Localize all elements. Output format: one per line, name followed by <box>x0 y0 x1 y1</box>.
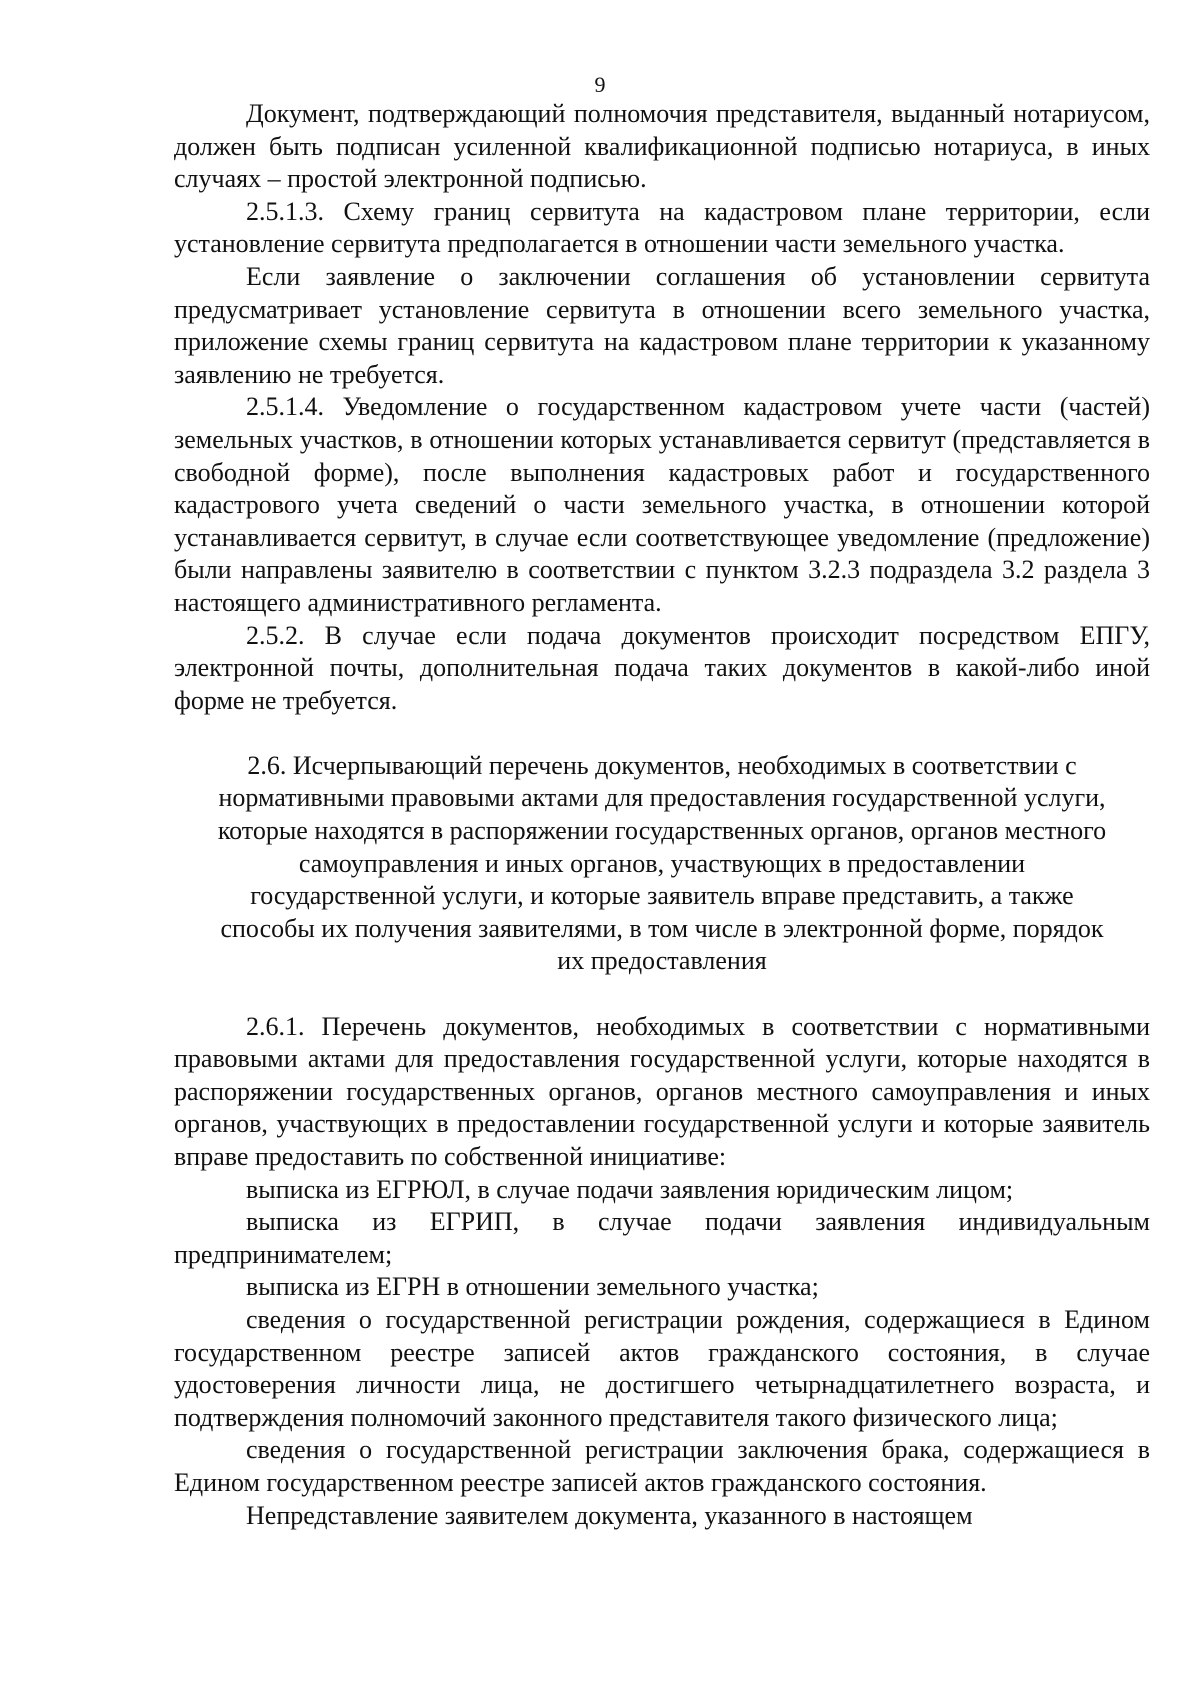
section-heading-2-6: 2.6. Исчерпывающий перечень документов, необходимых в соответствии с нормативными правовыми актами для предоставления государственной услуги, которые находятся в распоряжении государственных органов, органов местного самоуправления и иных органов, участвующих в предоставлении государственной услуги, и которые заявитель вправе представить, а также способы их получения заявителями, в том числе в электронной форме, порядок их предоставления <box>217 750 1107 976</box>
list-item-egrip: выписка из ЕГРИП, в случае подачи заявления индивидуальным предпринимателем; <box>174 1207 1150 1269</box>
paragraph-2-5-2: 2.5.2. В случае если подача документов происходит посредством ЕПГУ, электронной почты, дополнительная подача таких документов в какой-либо иной форме не требуется. <box>174 620 1150 715</box>
document-body <box>174 98 1150 1532</box>
list-item-birth-registration: сведения о государственной регистрации рождения, содержащиеся в Едином государственном реестре записей актов гражданского состояния, в случае удостоверения личности лица, не достигшего четырнадцатилетнего возраста, и подтверждения полномочий законного представителя такого физического лица; <box>174 1304 1150 1432</box>
spacer <box>174 717 1150 750</box>
paragraph-2-5-1-3: 2.5.1.3. Схему границ сервитута на кадастровом плане территории, если установление сервитута предполагается в отношении части земельного участка. <box>174 196 1150 259</box>
paragraph-representative-authority: Документ, подтверждающий полномочия представителя, выданный нотариусом, должен быть подписан усиленной квалификационной подписью нотариуса, в иных случаях – простой электронной подписью. <box>174 99 1150 194</box>
paragraph-2-5-1-4: 2.5.1.4. Уведомление о государственном кадастровом учете части (частей) земельных участков, в отношении которых устанавливается сервитут (представляется в свободной форме), после выполнения кадастровых работ и государственного кадастрового учета сведений о части земельного участка, в отношении которой устанавливается сервитут, в случае если соответствующее уведомление (предложение) были направлены заявителю в соответствии с пунктом 3.2.3 подраздела 3.2 раздела 3 настоящего административного регламента. <box>174 392 1150 617</box>
paragraph-non-submission: Непредставление заявителем документа, указанного в настоящем <box>246 1500 973 1530</box>
paragraph-2-6-1: 2.6.1. Перечень документов, необходимых в соответствии с нормативными правовыми актами для предоставления государственной услуги, которые находятся в распоряжении государственных органов, органов местного самоуправления и иных органов, участвующих в предоставлении государственной услуги и которые заявитель вправе предоставить по собственной инициативе: <box>174 1011 1150 1171</box>
paragraph-servitude-whole-plot: Если заявление о заключении соглашения об установлении сервитута предусматривает установление сервитута в отношении всего земельного участка, приложение схемы границ сервитута на кадастровом плане территории к указанному заявлению не требуется. <box>174 261 1150 389</box>
spacer <box>174 978 1150 1011</box>
list-item-egrn: выписка из ЕГРН в отношении земельного участка; <box>246 1272 819 1302</box>
list-item-egrul: выписка из ЕГРЮЛ, в случае подачи заявления юридическим лицом; <box>246 1174 1014 1204</box>
page-number: 9 <box>594 72 606 97</box>
list-item-marriage-registration: сведения о государственной регистрации заключения брака, содержащиеся в Едином государственном реестре записей актов гражданского состояния. <box>174 1435 1150 1497</box>
